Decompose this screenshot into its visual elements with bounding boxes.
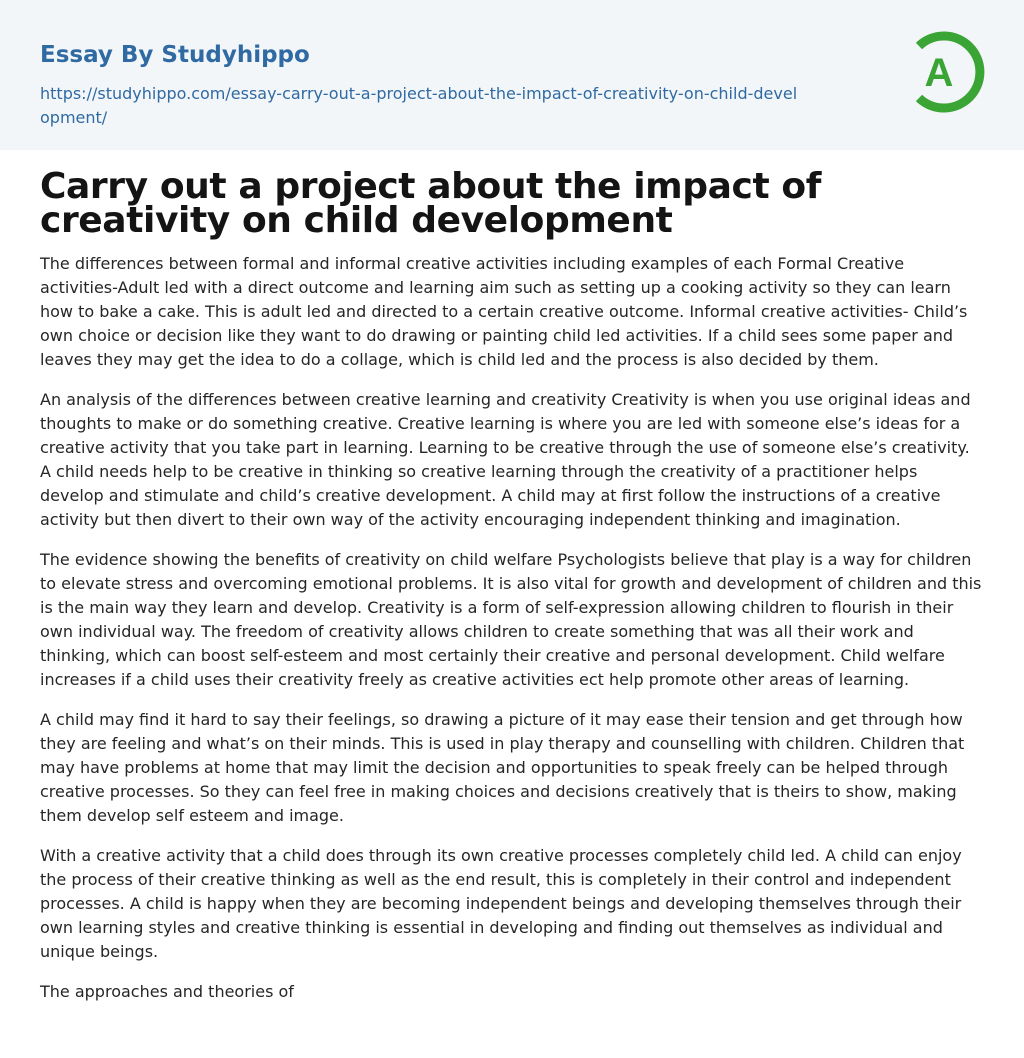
article-paragraph: The evidence showing the benefits of creativity on child welfare Psychologists believe that play is a way for children to elevate stress and overcoming emotional problems. It is also vital for growth and development of children and this is the main way they learn and develop. Creativity is a form of self-expression allowing children to flourish in their own individual way. The freedom of creativity allows children to create something that was all their work and thinking, which can boost self-esteem and most certainly their creative and personal development. Child welfare increases if a child uses their creativity freely as creative activities ect help promote other areas of learning. [40,550,982,689]
brand-title[interactable]: Essay By Studyhippo [40,42,310,68]
article-paragraph: An analysis of the differences between creative learning and creativity Creativity is when you use original ideas and thoughts to make or do something creative. Creative learning is where you are led with someone else’s ideas for a creative activity that you take part in learning. Learning to be creative through the use of someone else’s creativity. A child needs help to be creative in thinking so creative learning through the creativity of a practitioner helps develop and stimulate and child’s creative development. A child may at first follow the instructions of a creative activity but then divert to their own way of the activity encouraging independent thinking and imagination. [40,390,971,529]
article [0,166,1024,1004]
studyhippo-logo-icon[interactable] [908,28,988,116]
site-header [0,0,1024,150]
article-paragraph: The differences between formal and informal creative activities including examples of each Formal Creative activities-Adult led with a direct outcome and learning aim such as setting up a cooking activity so they can learn how to bake a cake. This is adult led and directed to a certain creative outcome. Informal creative activities- Child’s own choice or decision like they want to do drawing or painting child led activities. If a child sees some paper and leaves they may get the idea to do a collage, which is child led and the process is also decided by them. [40,254,968,369]
article-title: Carry out a project about the impact of creativity on child development [40,166,821,241]
article-paragraph: With a creative activity that a child does through its own creative processes completely child led. A child can enjoy the process of their creative thinking as well as the end result, this is completely in their control and independent processes. A child is happy when they are becoming independent beings and developing themselves through their own learning styles and creative thinking is essential in developing and finding out themselves as individual and unique beings. [40,846,962,961]
article-paragraph: The approaches and theories of [40,982,294,1001]
logo-letter: A [924,51,954,95]
source-url-link[interactable]: https://studyhippo.com/essay-carry-out-a-project-about-the-impact-of-creativity-on-child-development/ [40,84,798,127]
article-paragraph: A child may find it hard to say their feelings, so drawing a picture of it may ease their tension and get through how they are feeling and what’s on their minds. This is used in play therapy and counselling with children. Children that may have problems at home that may limit the decision and opportunities to speak freely can be helped through creative processes. So they can feel free in making choices and decisions creatively that is theirs to show, making them develop self esteem and image. [40,710,965,825]
